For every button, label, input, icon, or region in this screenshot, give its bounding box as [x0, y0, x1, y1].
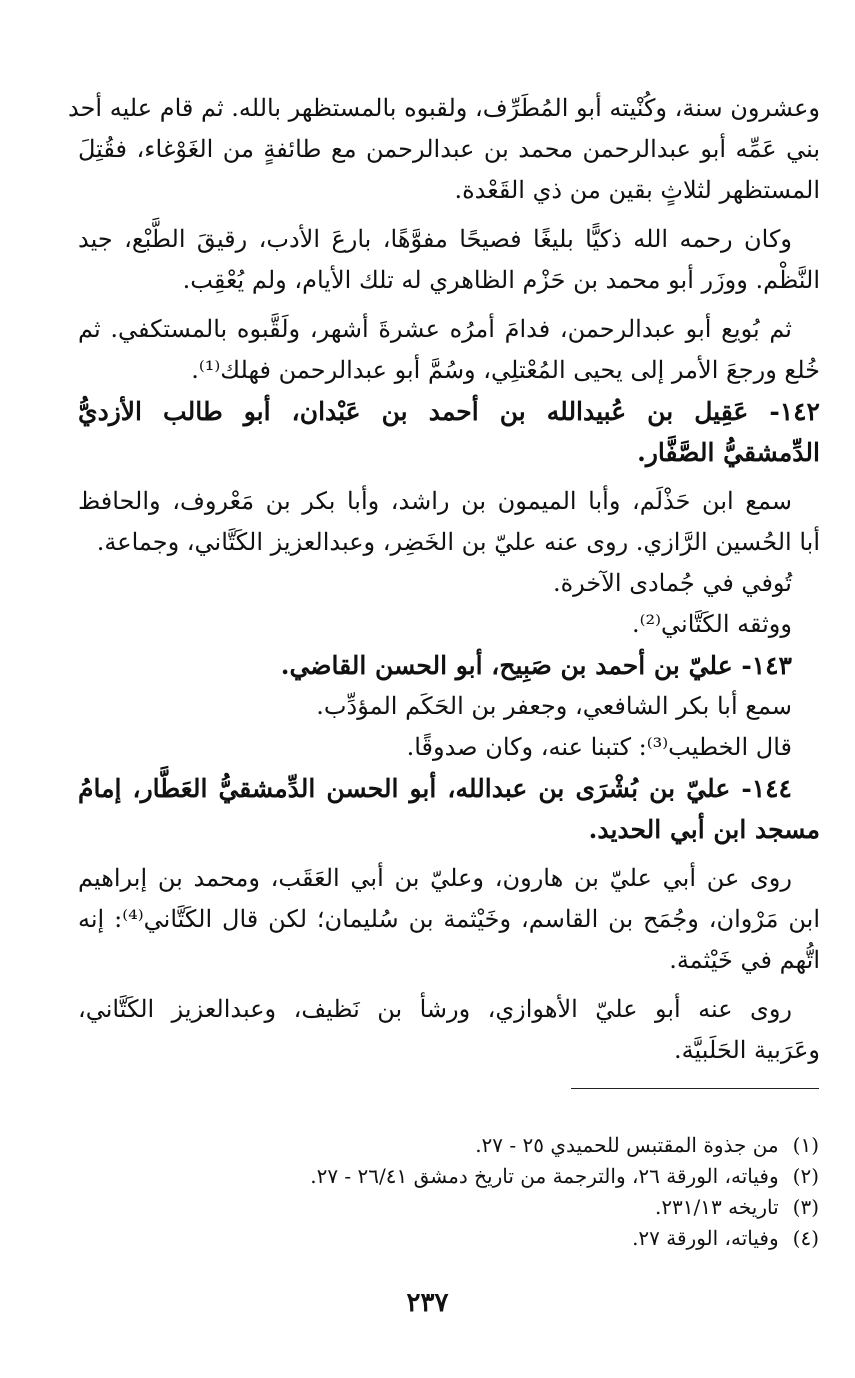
footnote-text: وفياته، الورقة ٢٦، والترجمة من تاريخ دمشق ٢٦/٤١ - ٢٧.	[310, 1164, 779, 1188]
footnote-text: وفياته، الورقة ٢٧.	[632, 1226, 779, 1250]
paragraph	[78, 309, 820, 391]
text-line: وعشرون سنة، وكُنْيته أبو المُطَرِّف، ولقبوه بالمستظهر بالله. ثم قام عليه أحد	[67, 94, 820, 122]
text-line: روى عن أبي عليّ بن هارون، وعليّ بن أبي العَقَب، ومحمد بن إبراهيم	[78, 864, 792, 892]
footnote-text: من جذوة المقتبس للحميدي ٢٥ - ٢٧.	[475, 1133, 779, 1157]
text-line: المستظهر لثلاثٍ بقين من ذي القَعْدة.	[454, 176, 820, 204]
footnote-number: (٢)	[792, 1164, 819, 1188]
heading-line: مسجد ابن أبي الحديد.	[588, 815, 820, 844]
footnote-number: (١)	[792, 1133, 819, 1157]
heading-line: الدِّمشقيُّ الصَّفَّار.	[637, 438, 820, 467]
footnote-item	[99, 1161, 819, 1192]
text-line: وكان رحمه الله ذكيًّا بليغًا فصيحًا مفوَّهًا، بارعَ الأدب، رقيقَ الطَّبْع، جيد	[78, 225, 792, 253]
text-line: ثم بُويع أبو عبدالرحمن، فدامَ أمرُه عشرةَ أشهر، ولَقَّبوه بالمستكفي. ثم	[78, 315, 792, 343]
footnotes	[99, 1130, 819, 1254]
footnote-text: تاريخه ٢٣١/١٣.	[654, 1195, 779, 1219]
text-line: أبا الحُسين الرَّازي. روى عنه عليّ بن الخَضِر، وعبدالعزيز الكَتَّاني، وجماعة.	[96, 528, 820, 556]
text-line: قال الخطيب⁽³⁾: كتبنا عنه، وكان صدوقًا.	[406, 733, 792, 761]
paragraph	[78, 219, 820, 301]
entry-144-heading	[78, 768, 820, 850]
paragraph	[67, 88, 820, 211]
text-line: ابن مَرْوان، وجُمَح بن القاسم، وخَيْثمة بن سُليمان؛ لكن قال الكَتَّاني⁽⁴⁾: إنه	[78, 905, 821, 933]
footnote-item	[99, 1223, 819, 1254]
footnote-number: (٤)	[792, 1226, 819, 1250]
text-line: بني عَمِّه أبو عبدالرحمن محمد بن عبدالرحمن مع طائفةٍ من الغَوْغاء، فقُتِلَ	[78, 135, 820, 163]
entry-142-heading	[78, 391, 820, 473]
text-line: اتُّهم في خَيْثمة.	[669, 946, 820, 974]
footnote-number: (٣)	[792, 1195, 819, 1219]
heading-line: ١٤٢- عَقِيل بن عُبيدالله بن أحمد بن عَبْدان، أبو طالب الأزديُّ	[78, 397, 820, 426]
heading-line: ١٤٤- عليّ بن بُشْرَى بن عبدالله، أبو الحسن الدِّمشقيُّ العَطَّار، إمامُ	[78, 774, 792, 803]
page-number: ٢٣٧	[406, 1288, 449, 1318]
text-line: خُلع ورجعَ الأمر إلى يحيى المُعْتلِي، وسُمَّ أبو عبدالرحمن فهلك⁽¹⁾.	[191, 356, 820, 384]
paragraph	[78, 481, 820, 563]
text-line: روى عنه أبو عليّ الأهوازي، ورشأ بن نَظيف، وعبدالعزيز الكَتَّاني،	[78, 995, 792, 1023]
text-line: تُوفي في جُمادى الآخرة.	[552, 569, 792, 597]
text-line: وعَرَبية الحَلَبيَّة.	[674, 1036, 820, 1064]
footnote-item	[99, 1192, 819, 1223]
page-body	[67, 88, 821, 1071]
footnote-divider	[571, 1088, 819, 1089]
footnote-item	[99, 1130, 819, 1161]
paragraph	[78, 989, 820, 1071]
paragraph	[78, 858, 820, 981]
entry-143-heading: ١٤٣- عليّ بن أحمد بن صَبِيح، أبو الحسن القاضي.	[280, 651, 792, 680]
text-line: سمع أبا بكر الشافعي، وجعفر بن الحَكَم المؤدِّب.	[316, 692, 792, 720]
text-line: سمع ابن حَذْلَم، وأبا الميمون بن راشد، وأبا بكر بن مَعْروف، والحافظ	[78, 487, 792, 515]
text-line: ووثقه الكَتَّاني⁽²⁾.	[631, 610, 792, 638]
text-line: النَّظْم. ووزَر أبو محمد بن حَزْم الظاهري له تلك الأيام، ولم يُعْقِب.	[182, 266, 820, 294]
